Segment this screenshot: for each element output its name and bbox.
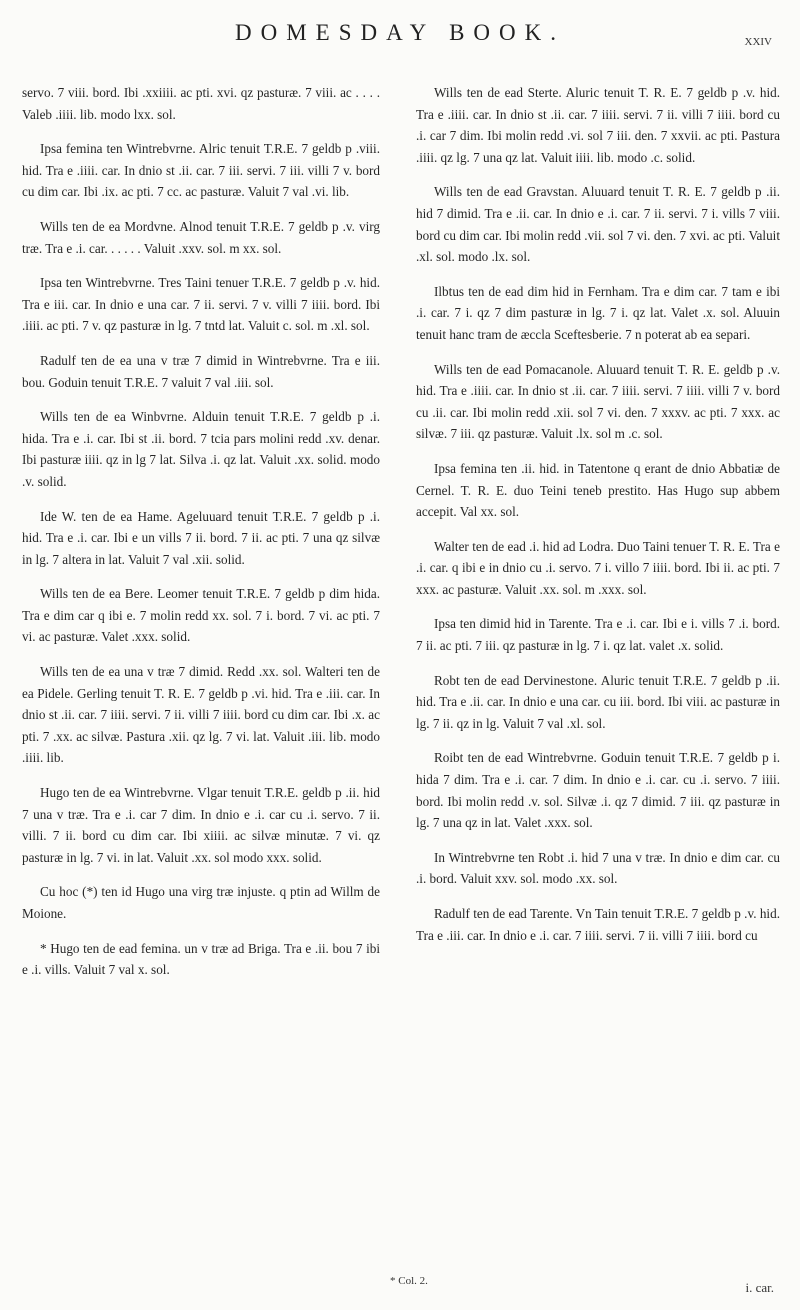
footnote: * Col. 2. bbox=[390, 1275, 428, 1287]
catchword: i. car. bbox=[745, 1280, 774, 1295]
left-column bbox=[22, 82, 380, 994]
running-head: DOMESDAY BOOK. bbox=[234, 20, 566, 45]
entry: Roibt ten de ead Wintrebvrne. Goduin tenuit T.R.E. 7 geldb p i. hida 7 dim. Tra e .i. car. 7 dim. In dnio e .i. car. cu .i. servo. 7 iiii. bord. Ibi molin redd .v. sol. Silvæ .i. qz 7 dimid. 7 iii. qz pasturæ in lg. 7 una qz in lat. Valet .xxx. sol. bbox=[416, 750, 780, 831]
entry: Wills ten de ea Mordvne. Alnod tenuit T.R.E. 7 geldb p .v. virg træ. Tra e .i. car. . . . . . Valuit .xxv. sol. m xx. sol. bbox=[22, 218, 380, 256]
entry: Wills ten de ead Pomacanole. Aluuard tenuit T. R. E. geldb p .v. hid. Tra e .iiii. car. In dnio st .ii. car. 7 iiii. servi. 7 iiii. villi 7 v. bord cu .ii. car. Ibi molin redd .xii. sol 7 vi. den. 7 xxxv. ac pti. 7 xxx. ac silvæ. 7 iii. qz pasturæ. Valuit .lx. sol m .c. sol. bbox=[416, 361, 780, 442]
entry: Wills ten de ea Bere. Leomer tenuit T.R.E. 7 geldb p dim hida. Tra e dim car q ibi e. 7 molin redd xx. sol. 7 i. bord. 7 vi. ac pti. 7 vi. ac pasturæ. Valet .xxx. solid. bbox=[22, 586, 380, 645]
entry: Ipsa femina ten .ii. hid. in Tatentone q erant de dnio Abbatiæ de Cernel. T. R. E. duo Teini teneb prestito. Has Hugo sup abbem accepit. Val xx. sol. bbox=[416, 460, 780, 520]
entry: servo. 7 viii. bord. Ibi .xxiiii. ac pti. xvi. qz pasturæ. 7 viii. ac . . . . Valeb .iiii. lib. modo lxx. sol. bbox=[22, 85, 380, 122]
entry: Robt ten de ead Dervinestone. Aluric tenuit T.R.E. 7 geldb p .ii. hid. Tra e .ii. car. In dnio e una car. cu iii. bord. Ibi viii. ac pasturæ in lg. 7 ii. qz in lg. Valuit 7 val .xl. sol. bbox=[416, 672, 780, 731]
entry: Ipsa femina ten Wintrebvrne. Alric tenuit T.R.E. 7 geldb p .viii. hid. Tra e .iiii. car. In dnio st .ii. car. 7 iii. servi. 7 iii. villi 7 v. bord cu dim car. Ibi .ix. ac pti. 7 cc. ac pasturæ. Valuit 7 val .vi. lib. bbox=[22, 141, 380, 200]
entry: Cu hoc (*) ten id Hugo una virg træ injuste. q ptin ad Willm de Moione. bbox=[22, 884, 380, 921]
page-number: xxiv bbox=[744, 33, 772, 49]
entry: Ipsa ten dimid hid in Tarente. Tra e .i. car. Ibi e i. vills 7 .i. bord. 7 ii. ac pti. 7 iii. qz pasturæ in lg. 7 i. qz lat. valet .x. solid. bbox=[416, 616, 780, 654]
entry: Radulf ten de ead Tarente. Vn Tain tenuit T.R.E. 7 geldb p .v. hid. Tra e .iii. car. In dnio e .i. car. 7 iiii. servi. 7 ii. villi 7 iiii. bord cu bbox=[416, 906, 780, 943]
entry: Wills ten de ea Winbvrne. Alduin tenuit T.R.E. 7 geldb p .i. hida. Tra e .i. car. Ibi st .ii. bord. 7 tcia pars molini redd .xv. denar. Ibi pasturæ iiii. qz in lg 7 lat. Silva .i. qz lat. Valuit .xx. solid. modo .v. solid. bbox=[22, 409, 380, 489]
entry: Wills ten de ea una v træ 7 dimid. Redd .xx. sol. Walteri ten de ea Pidele. Gerling tenuit T. R. E. 7 geldb p .vi. hid. Tra e .iii. car. In dnio st .ii. car. 7 iiii. servi. 7 ii. villi 7 iiii. bord cu dim car. Ibi .x. ac pti. 7 .xx. ac silvæ. Pastura .xii. qz lg. 7 vi. lat. Valuit .iii. lib. modo .iiii. lib. bbox=[22, 664, 380, 766]
entry: Ide W. ten de ea Hame. Ageluuard tenuit T.R.E. 7 geldb p .i. hid. Tra e .i. car. Ibi e un vills 7 ii. bord. 7 ii. ac pti. 7 una qz silvæ in lg. 7 altera in lat. Valuit 7 val .xii. solid. bbox=[22, 508, 380, 567]
entry: Wills ten de ead Gravstan. Aluuard tenuit T. R. E. 7 geldb p .ii. hid 7 dimid. Tra e .ii. car. In dnio e .i. car. 7 ii. servi. 7 i. vills 7 viii. bord cu dim car. Ibi molin redd .vii. sol 7 vi. den. 7 xvi. ac pti. Valuit .xl. sol. modo .lx. sol. bbox=[416, 184, 780, 265]
entry: Wills ten de ead Sterte. Aluric tenuit T. R. E. 7 geldb p .v. hid. Tra e .iiii. car. In dnio st .ii. car. 7 iiii. servi. 7 ii. villi 7 iiii. bord cu .i. car 7 dim. Ibi molin redd .vi. sol 7 iii. den. 7 xxvii. ac pti. Pastura .iiii. qz lg. 7 una qz lat. Valuit iiii. lib. modo .c. solid. bbox=[416, 85, 780, 165]
entry: In Wintrebvrne ten Robt .i. hid 7 una v træ. In dnio e dim car. cu .i. bord. Valuit xxv. sol. modo .xx. sol. bbox=[416, 849, 780, 887]
entry: Ilbtus ten de ead dim hid in Fernham. Tra e dim car. 7 tam e ibi .i. car. 7 i. qz 7 dim pasturæ in lg. 7 i. qz lat. Valet .x. sol. Aluuin tenuit hanc tram de æccla Sceftesberie. 7 n poterat ab ea separi. bbox=[416, 283, 780, 342]
entry: Walter ten de ead .i. hid ad Lodra. Duo Taini tenuer T. R. E. Tra e .i. car. q ibi e in dnio cu .i. servo. 7 i. villo 7 iiii. bord. Ibi ii. ac pti. 7 xxx. ac pasturæ. Valuit .xx. sol. m .xxx. sol. bbox=[416, 538, 780, 597]
entry: * Hugo ten de ead femina. un v træ ad Briga. Tra e .ii. bou 7 ibi e .i. vills. Valuit 7 val x. sol. bbox=[22, 940, 380, 978]
entry: Radulf ten de ea una v træ 7 dimid in Wintrebvrne. Tra e iii. bou. Goduin tenuit T.R.E. 7 valuit 7 val .iii. sol. bbox=[22, 352, 380, 390]
right-column bbox=[416, 82, 780, 959]
entry: Hugo ten de ea Wintrebvrne. Vlgar tenuit T.R.E. geldb p .ii. hid 7 una v træ. Tra e .i. car 7 dim. In dnio e .i. car cu .i. servo. 7 ii. villi. 7 ii. bord cu dim car. Ibi xiiii. ac silvæ minutæ. 7 vi. qz pasturæ in lg. 7 vi. in lat. Valuit .xx. sol modo xxx. solid. bbox=[22, 785, 380, 865]
entry: Ipsa ten Wintrebvrne. Tres Taini tenuer T.R.E. 7 geldb p .v. hid. Tra e iii. car. In dnio e una car. 7 ii. servi. 7 v. villi 7 iiii. bord. Ibi .iiii. ac pti. 7 v. qz pasturæ in lg. 7 tntd lat. Valuit c. sol. m .xl. sol. bbox=[22, 275, 380, 334]
